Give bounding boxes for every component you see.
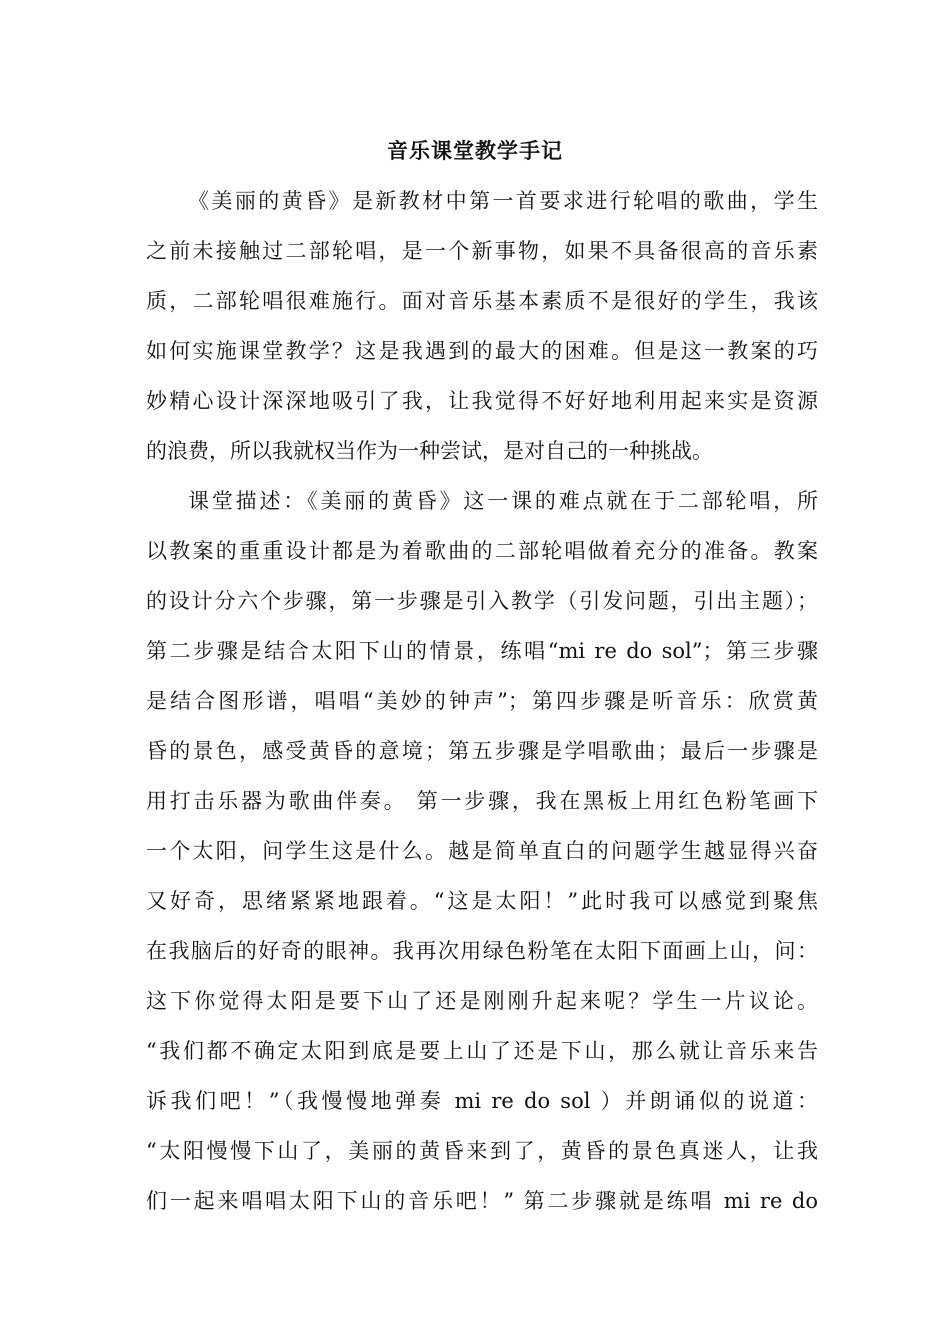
- paragraph-line: 是结合图形谱，唱唱“美妙的钟声”；第四步骤是听音乐：欣赏黄: [146, 689, 818, 713]
- paragraph-line: 昏的景色，感受黄昏的意境；第五步骤是学唱歌曲；最后一步骤是: [146, 739, 818, 763]
- paragraph-line: 第二步骤是结合太阳下山的情景，练唱“mi re do sol”；第三步骤: [146, 639, 818, 663]
- paragraph-line: 又好奇，思绪紧紧地跟着。“这是太阳！”此时我可以感觉到聚焦: [146, 889, 818, 913]
- paragraph-line: 的浪费，所以我就权当作为一种尝试，是对自己的一种挑战。: [146, 439, 713, 463]
- paragraph-line: 妙精心设计深深地吸引了我，让我觉得不好好地利用起来实是资源: [146, 389, 818, 413]
- paragraph-line: 们一起来唱唱太阳下山的音乐吧！” 第二步骤就是练唱 mi re do: [146, 1189, 818, 1213]
- paragraph-line: 的设计分六个步骤，第一步骤是引入教学（引发问题，引出主题）；: [146, 589, 818, 613]
- paragraph-line: 如何实施课堂教学？这是我遇到的最大的困难。但是这一教案的巧: [146, 339, 818, 363]
- paragraph-line: 之前未接触过二部轮唱，是一个新事物，如果不具备很高的音乐素: [146, 239, 818, 263]
- paragraph-line: 用打击乐器为歌曲伴奏。 第一步骤，我在黑板上用红色粉笔画下: [146, 789, 818, 813]
- paragraph-line: 一个太阳，问学生这是什么。越是简单直白的问题学生越显得兴奋: [146, 839, 818, 863]
- paragraph-line: 质，二部轮唱很难施行。面对音乐基本素质不是很好的学生，我该: [146, 289, 818, 313]
- paragraph-line: 《美丽的黄昏》是新教材中第一首要求进行轮唱的歌曲，学生: [188, 189, 818, 213]
- paragraph-line: “我们都不确定太阳到底是要上山了还是下山，那么就让音乐来告: [146, 1039, 818, 1063]
- paragraph-line: “太阳慢慢下山了，美丽的黄昏来到了，黄昏的景色真迷人，让我: [146, 1139, 818, 1163]
- paragraph-line: 这下你觉得太阳是要下山了还是刚刚升起来呢？学生一片议论。: [146, 989, 818, 1013]
- paragraph-line: 以教案的重重设计都是为着歌曲的二部轮唱做着充分的准备。教案: [146, 539, 818, 563]
- document-title: 音乐课堂教学手记: [387, 138, 563, 163]
- paragraph-line: 诉我们吧！”（我慢慢地弹奏 mi re do sol ）并朗诵似的说道：: [146, 1089, 818, 1113]
- paragraph-line: 课堂描述：《美丽的黄昏》这一课的难点就在于二部轮唱，所: [188, 489, 818, 513]
- paragraph-line: 在我脑后的好奇的眼神。我再次用绿色粉笔在太阳下面画上山，问：: [146, 939, 818, 963]
